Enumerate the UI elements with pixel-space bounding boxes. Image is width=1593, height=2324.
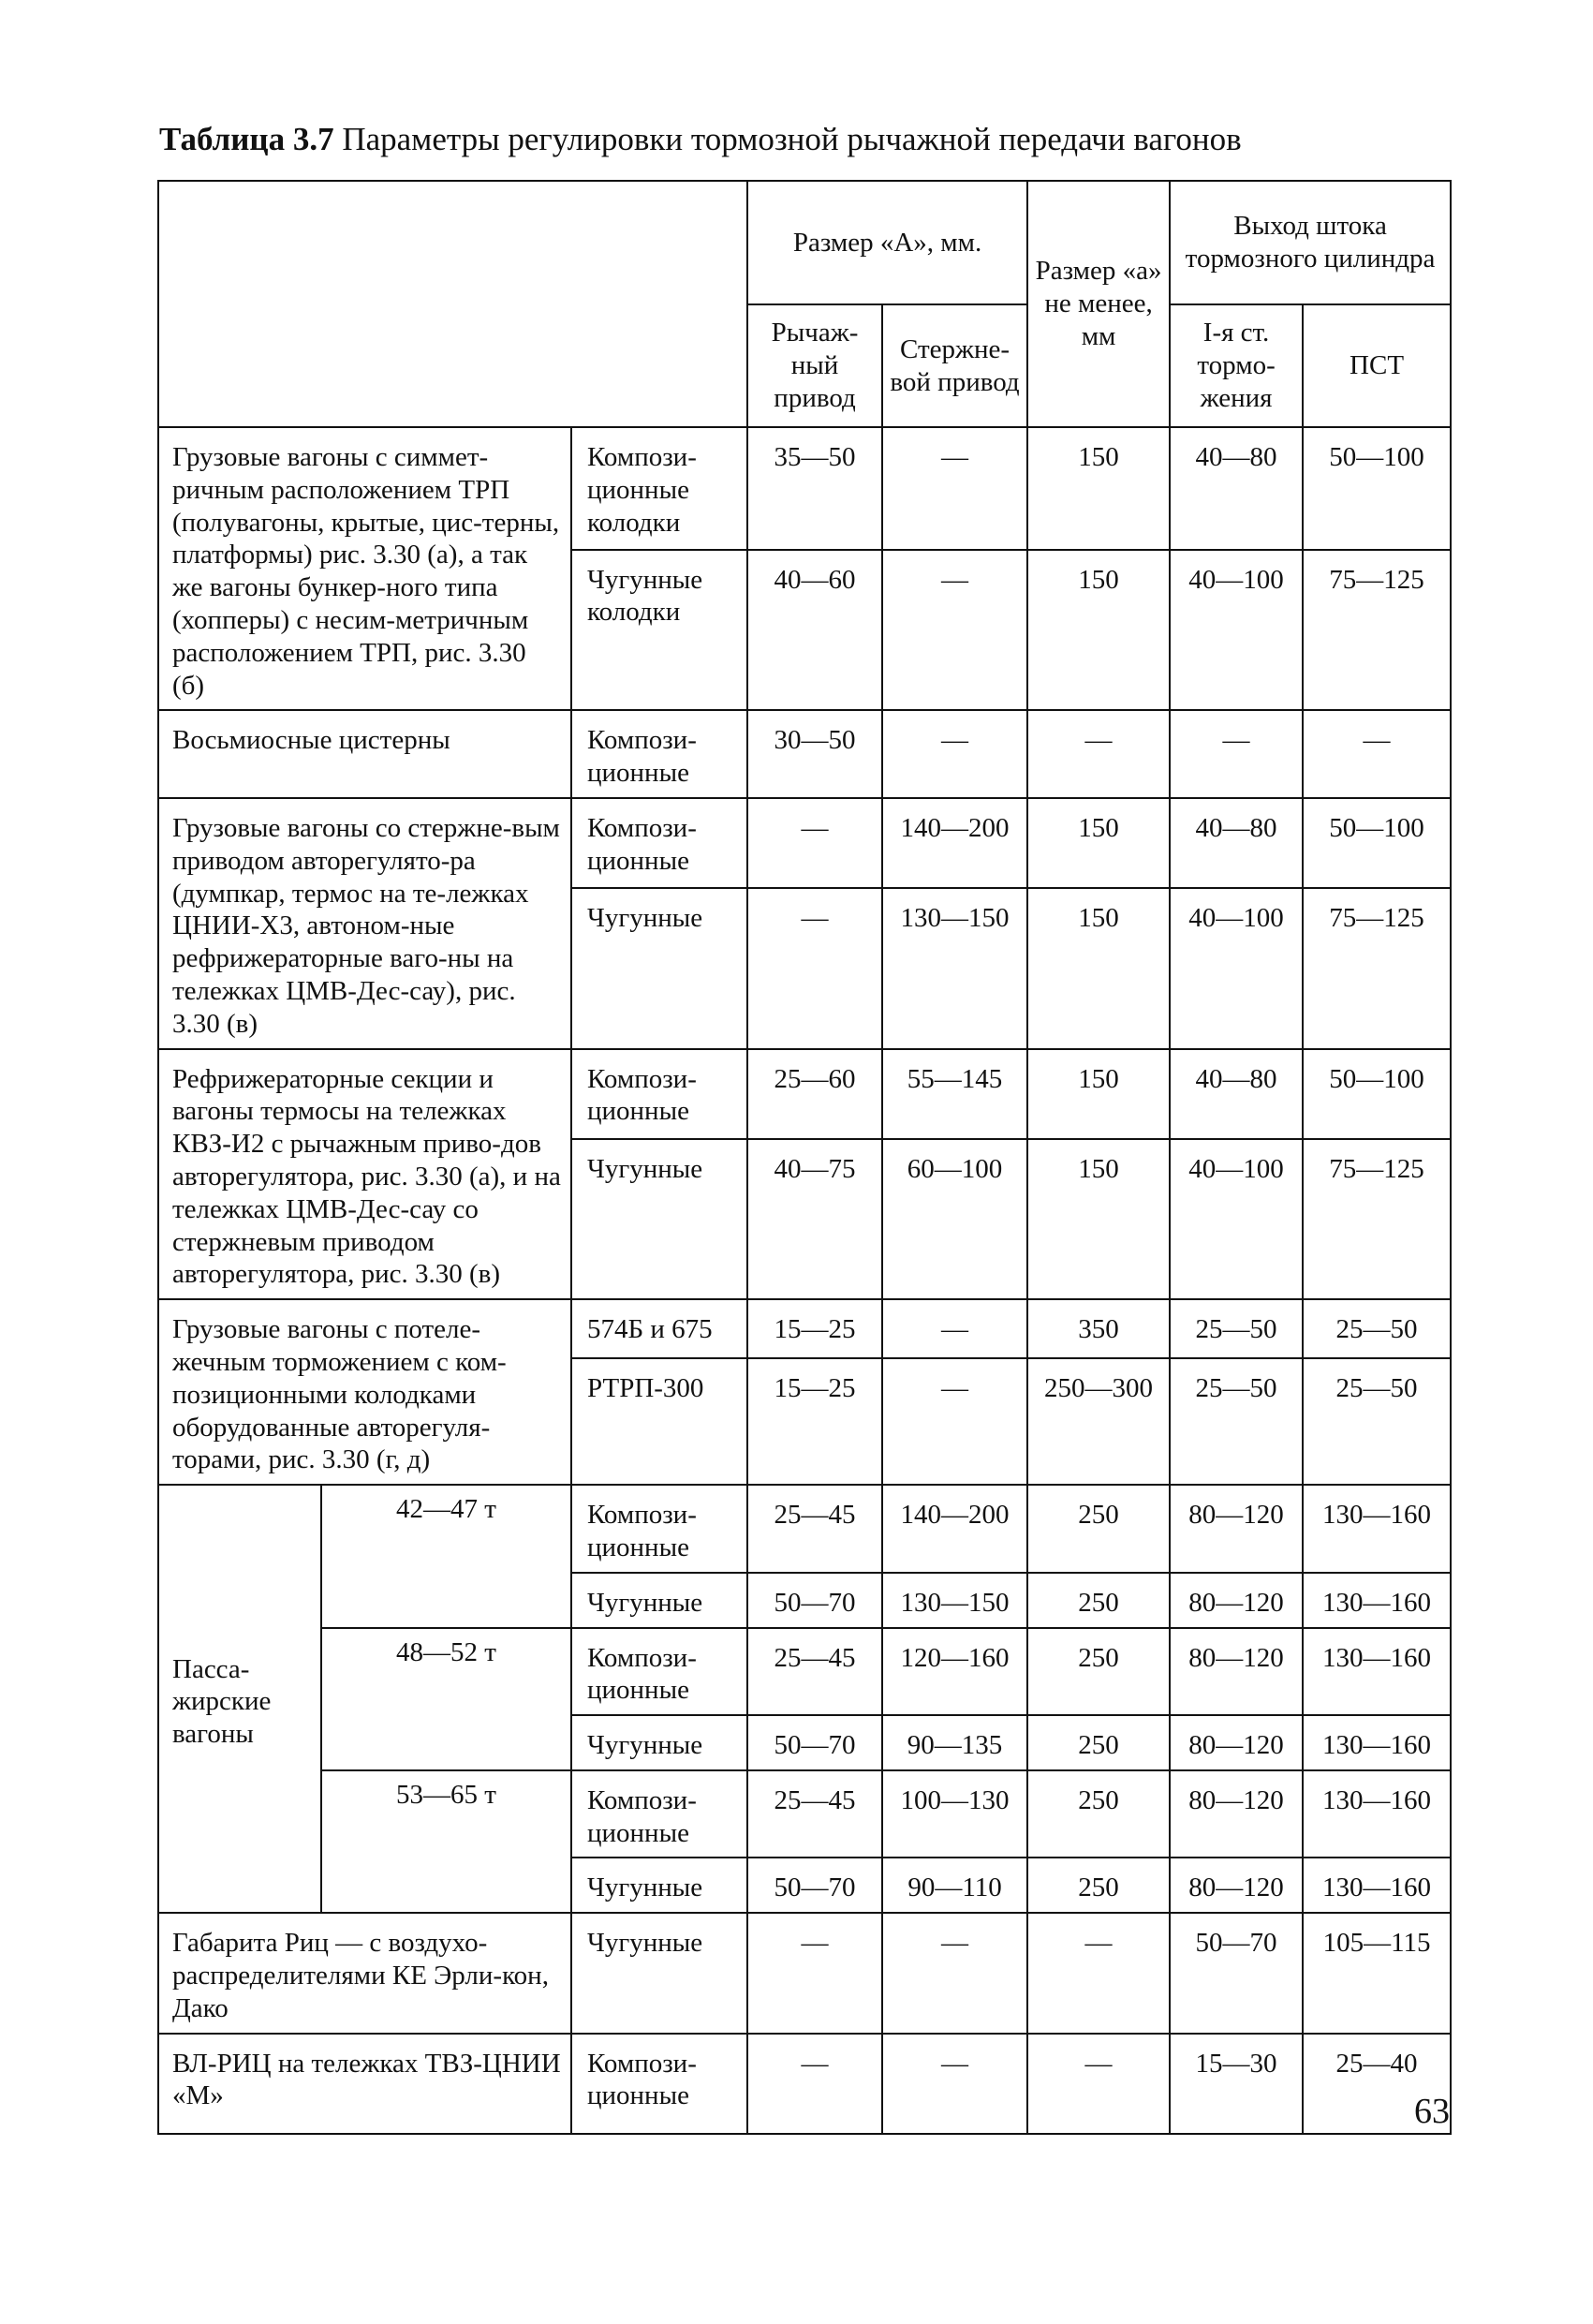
cell-pst: 25—50 — [1303, 1358, 1451, 1485]
cell-shoe-type: Компози-ционные — [571, 710, 747, 798]
cell-stage1: — — [1170, 710, 1303, 798]
cell-size-a: — — [1027, 710, 1170, 798]
cell-rod-drive: 55—145 — [882, 1049, 1027, 1139]
cell-lever-drive: 25—60 — [747, 1049, 882, 1139]
cell-pst: 130—160 — [1303, 1770, 1451, 1858]
cell-lever-drive: — — [747, 798, 882, 888]
cell-size-a: 150 — [1027, 888, 1170, 1048]
cell-size-a: 150 — [1027, 550, 1170, 711]
header-pst: ПСТ — [1303, 304, 1451, 427]
cell-shoe-type: Компози-ционные — [571, 1049, 747, 1139]
header-size-A: Размер «А», мм. — [747, 181, 1027, 304]
cell-stage1: 50—70 — [1170, 1913, 1303, 2033]
cell-size-a: 150 — [1027, 427, 1170, 550]
cell-pst: 130—160 — [1303, 1485, 1451, 1573]
table-row — [158, 2034, 1451, 2134]
cell-shoe-type: Чугунные — [571, 1573, 747, 1628]
passenger-cars-label: Пасса-жирские вагоны — [158, 1485, 321, 1913]
row-description: Грузовые вагоны со стержне-вым приводом авторегулято-ра (думпкар, термос на те-лежках ЦНИИ-Х3, автоном-ные рефрижераторные ваго-ны на тележках ЦМВ-Дес-сау), рис. 3.30 (в) — [158, 798, 571, 1049]
row-description: Восьмиосные цистерны — [158, 710, 571, 798]
cell-stage1: 80—120 — [1170, 1858, 1303, 1913]
table-row — [158, 798, 1451, 888]
cell-rod-drive: — — [882, 1299, 1027, 1358]
cell-rod-drive: 140—200 — [882, 1485, 1027, 1573]
table-row — [158, 710, 1451, 798]
table-row — [158, 1770, 1451, 1858]
cell-rod-drive: — — [882, 550, 1027, 711]
cell-size-a: 250 — [1027, 1485, 1170, 1573]
row-description: ВЛ-РИЦ на тележках ТВЗ-ЦНИИ «М» — [158, 2034, 571, 2134]
row-description: Грузовые вагоны с потеле-жечным торможением с ком-позиционными колодками оборудованные авторегуля-торами, рис. 3.30 (г, д) — [158, 1299, 571, 1485]
table-row — [158, 1299, 1451, 1358]
cell-rod-drive: 100—130 — [882, 1770, 1027, 1858]
caption-text: Параметры регулировки тормозной рычажной передачи вагонов — [333, 121, 1242, 157]
cell-pst: 75—125 — [1303, 550, 1451, 711]
cell-rod-drive: 130—150 — [882, 888, 1027, 1048]
cell-size-a: 250 — [1027, 1628, 1170, 1716]
table-row — [158, 427, 1451, 550]
cell-stage1: 80—120 — [1170, 1485, 1303, 1573]
cell-shoe-type: Компози-ционные — [571, 1770, 747, 1858]
cell-size-a: 150 — [1027, 1049, 1170, 1139]
cell-stage1: 40—100 — [1170, 888, 1303, 1048]
cell-lever-drive: 50—70 — [747, 1858, 882, 1913]
table-row — [158, 1485, 1451, 1573]
header-stroke: Выход штока тормозного цилиндра — [1170, 181, 1451, 304]
header-blank-cell — [158, 181, 747, 427]
cell-shoe-type: Чугунные — [571, 888, 747, 1048]
cell-size-a: — — [1027, 1913, 1170, 2033]
cell-rod-drive: — — [882, 710, 1027, 798]
cell-pst: 75—125 — [1303, 1139, 1451, 1299]
cell-pst: 50—100 — [1303, 427, 1451, 550]
cell-pst: 75—125 — [1303, 888, 1451, 1048]
cell-rod-drive: — — [882, 2034, 1027, 2134]
cell-shoe-type: Компози-ционные — [571, 1628, 747, 1716]
cell-lever-drive: 15—25 — [747, 1358, 882, 1485]
cell-stage1: 40—80 — [1170, 798, 1303, 888]
cell-stage1: 40—100 — [1170, 550, 1303, 711]
cell-shoe-type: Компози-ционные колодки — [571, 427, 747, 550]
cell-shoe-type: Чугунные колодки — [571, 550, 747, 711]
cell-shoe-type: Компози-ционные — [571, 2034, 747, 2134]
cell-lever-drive: 15—25 — [747, 1299, 882, 1358]
cell-lever-drive: 35—50 — [747, 427, 882, 550]
cell-stage1: 40—80 — [1170, 427, 1303, 550]
cell-size-a: 250 — [1027, 1573, 1170, 1628]
cell-pst: 25—40 — [1303, 2034, 1451, 2134]
table-caption — [159, 120, 1242, 159]
cell-pst: — — [1303, 710, 1451, 798]
cell-pst: 130—160 — [1303, 1858, 1451, 1913]
cell-lever-drive: 50—70 — [747, 1573, 882, 1628]
cell-lever-drive: — — [747, 1913, 882, 2033]
row-description: Грузовые вагоны с симмет-ричным расположением ТРП (полувагоны, крытые, цис-терны, платформы) рис. 3.30 (а), а так же вагоны бункер-ного типа (хопперы) с несим-метричным расположением ТРП, рис. 3.30 (б) — [158, 427, 571, 710]
brake-parameters-table — [157, 180, 1452, 2135]
cell-lever-drive: — — [747, 2034, 882, 2134]
header-lever-drive: Рычаж-ный привод — [747, 304, 882, 427]
cell-lever-drive: 50—70 — [747, 1715, 882, 1770]
cell-lever-drive: 30—50 — [747, 710, 882, 798]
weight-class: 42—47 т — [321, 1485, 571, 1627]
cell-lever-drive: 25—45 — [747, 1770, 882, 1858]
row-description: Габарита Риц — с воздухо-распределителями КЕ Эрли-кон, Дако — [158, 1913, 571, 2033]
row-description: Рефрижераторные секции и вагоны термосы на тележках КВЗ-И2 с рычажным приво-дов авторегулятора, рис. 3.30 (а), и на тележках ЦМВ-Дес-сау со стержневым приводом авторегулятора, рис. 3.30 (в) — [158, 1049, 571, 1300]
cell-shoe-type: Чугунные — [571, 1715, 747, 1770]
cell-shoe-type: 574Б и 675 — [571, 1299, 747, 1358]
cell-stage1: 40—100 — [1170, 1139, 1303, 1299]
cell-shoe-type: Компози-ционные — [571, 1485, 747, 1573]
cell-pst: 25—50 — [1303, 1299, 1451, 1358]
cell-size-a: — — [1027, 2034, 1170, 2134]
cell-stage1: 80—120 — [1170, 1715, 1303, 1770]
header-size-a: Размер «а» не менее, мм — [1027, 181, 1170, 427]
cell-rod-drive: — — [882, 1913, 1027, 2033]
cell-rod-drive: 140—200 — [882, 798, 1027, 888]
cell-lever-drive: 25—45 — [747, 1628, 882, 1716]
cell-lever-drive: 40—75 — [747, 1139, 882, 1299]
cell-lever-drive: 25—45 — [747, 1485, 882, 1573]
cell-rod-drive: 130—150 — [882, 1573, 1027, 1628]
page-number: 63 — [1414, 2092, 1450, 2131]
cell-rod-drive: 90—135 — [882, 1715, 1027, 1770]
cell-rod-drive: 90—110 — [882, 1858, 1027, 1913]
cell-shoe-type: Чугунные — [571, 1913, 747, 2033]
weight-class: 48—52 т — [321, 1628, 571, 1770]
cell-stage1: 40—80 — [1170, 1049, 1303, 1139]
cell-pst: 130—160 — [1303, 1715, 1451, 1770]
cell-pst: 130—160 — [1303, 1628, 1451, 1716]
cell-pst: 105—115 — [1303, 1913, 1451, 2033]
cell-pst: 50—100 — [1303, 798, 1451, 888]
cell-stage1: 80—120 — [1170, 1628, 1303, 1716]
cell-size-a: 250—300 — [1027, 1358, 1170, 1485]
cell-size-a: 150 — [1027, 798, 1170, 888]
cell-rod-drive: 60—100 — [882, 1139, 1027, 1299]
cell-size-a: 150 — [1027, 1139, 1170, 1299]
cell-shoe-type: Компози-ционные — [571, 798, 747, 888]
header-rod-drive: Стержне-вой привод — [882, 304, 1027, 427]
table-row — [158, 1628, 1451, 1716]
cell-pst: 50—100 — [1303, 1049, 1451, 1139]
cell-size-a: 250 — [1027, 1715, 1170, 1770]
cell-stage1: 80—120 — [1170, 1770, 1303, 1858]
cell-stage1: 25—50 — [1170, 1299, 1303, 1358]
cell-shoe-type: Чугунные — [571, 1139, 747, 1299]
cell-stage1: 80—120 — [1170, 1573, 1303, 1628]
cell-rod-drive: — — [882, 427, 1027, 550]
cell-rod-drive: 120—160 — [882, 1628, 1027, 1716]
table-row — [158, 1913, 1451, 2033]
table-row — [158, 1049, 1451, 1139]
cell-lever-drive: — — [747, 888, 882, 1048]
header-stage1: I-я ст. тормо-жения — [1170, 304, 1303, 427]
cell-size-a: 250 — [1027, 1770, 1170, 1858]
cell-stage1: 15—30 — [1170, 2034, 1303, 2134]
cell-shoe-type: РТРП-300 — [571, 1358, 747, 1485]
cell-stage1: 25—50 — [1170, 1358, 1303, 1485]
weight-class: 53—65 т — [321, 1770, 571, 1913]
cell-lever-drive: 40—60 — [747, 550, 882, 711]
cell-size-a: 250 — [1027, 1858, 1170, 1913]
cell-shoe-type: Чугунные — [571, 1858, 747, 1913]
caption-label: Таблица 3.7 — [159, 121, 334, 157]
cell-size-a: 350 — [1027, 1299, 1170, 1358]
cell-pst: 130—160 — [1303, 1573, 1451, 1628]
cell-rod-drive: — — [882, 1358, 1027, 1485]
